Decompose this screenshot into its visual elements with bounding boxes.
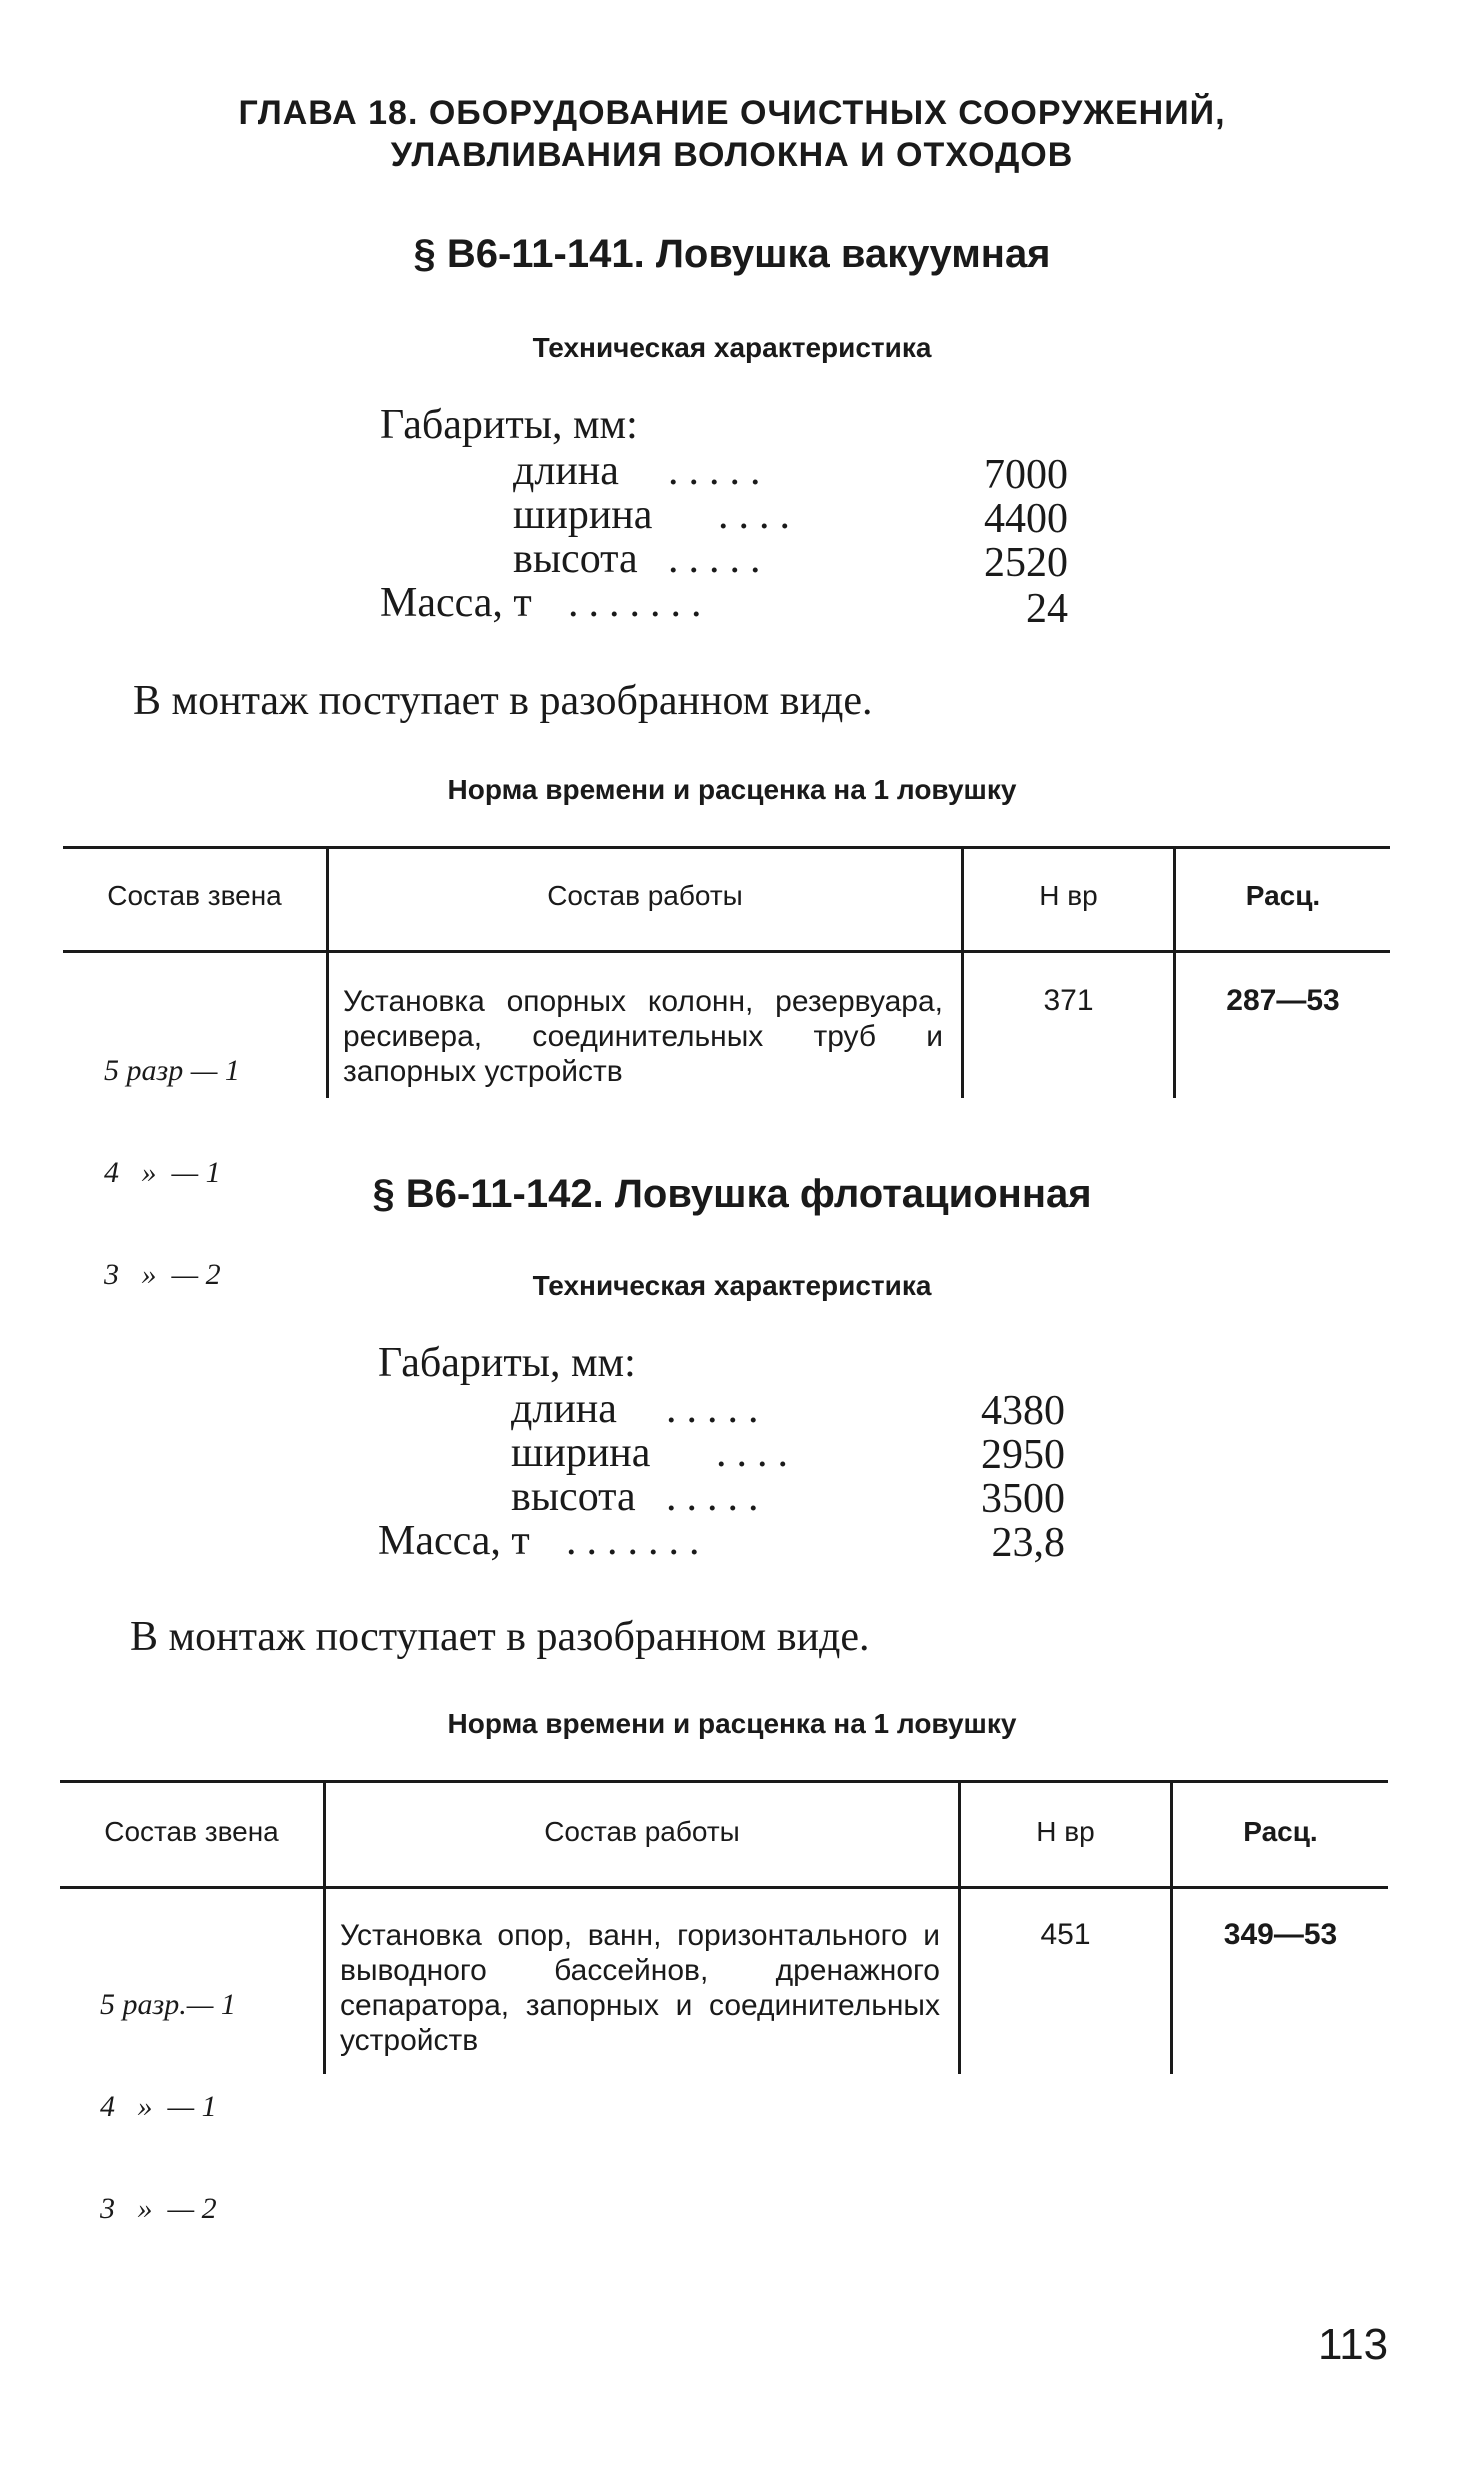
dimensions-label: Габариты, мм: [380,402,638,448]
spec-leader-dots: ..... [668,536,771,582]
chapter-heading [0,92,1464,176]
spec-heading: Техническая характеристика [532,1270,932,1301]
table-header-crew: Состав звена [104,1816,279,1847]
spec-leader-dots: .... [716,1430,798,1476]
mass-value: 23,8 [991,1520,1065,1566]
assembly-note: В монтаж поступает в разобранном виде. [133,678,873,724]
spec-value-width: 2950 [981,1432,1065,1478]
crew-line: 3 » — 2 [104,1258,221,1291]
crew-composition [100,1920,236,2294]
spec-value-length: 7000 [984,452,1068,498]
spec-leader-dots: ..... [666,1386,769,1432]
spec-leader-dots: ....... [566,1518,710,1564]
crew-line: 5 разр.— 1 [100,1988,236,2021]
table-header-work: Состав работы [544,1816,740,1847]
assembly-note: В монтаж поступает в разобранном виде. [130,1614,870,1660]
crew-line: 5 разр — 1 [104,1054,240,1087]
rate-value: 287—53 [1226,984,1340,1017]
table-top-rule [63,846,1390,849]
crew-line: 4 » — 1 [100,2090,217,2123]
spec-label-length: длина [511,1386,617,1432]
mass-label: Масса, т [378,1518,530,1564]
section-title: § В6-11-141. Ловушка вакуумная [413,232,1051,276]
section-title: § В6-11-142. Ловушка флотационная [372,1172,1092,1216]
spec-heading: Техническая характеристика [532,332,932,363]
spec-value-height: 3500 [981,1476,1065,1522]
table-top-rule [60,1780,1388,1783]
spec-leader-dots: ..... [666,1474,769,1520]
table-header-rule [63,950,1390,953]
spec-value-length: 4380 [981,1388,1065,1434]
spec-label-width: ширина [513,492,653,538]
table-header-crew: Состав звена [107,880,282,911]
rate-value: 349—53 [1223,1918,1338,1951]
chapter-heading-line1: ГЛАВА 18. ОБОРУДОВАНИЕ ОЧИСТНЫХ СООРУЖЕНИЙ, [238,94,1226,132]
spec-value-width: 4400 [984,496,1068,542]
time-norm-value: 371 [1043,984,1094,1017]
table-header-hvr: Н вр [1036,1816,1095,1847]
table-header-work: Состав работы [547,880,743,911]
mass-value: 24 [1026,586,1068,632]
norm-heading: Норма времени и расценка на 1 ловушку [447,1708,1017,1739]
table-header-rule [60,1886,1388,1889]
spec-leader-dots: ....... [568,580,712,626]
table-header-rate: Расц. [1245,880,1321,911]
crew-line: 4 » — 1 [104,1156,221,1189]
spec-label-width: ширина [511,1430,651,1476]
spec-label-height: высота [511,1474,636,1520]
spec-leader-dots: ..... [668,448,771,494]
table-header-hvr: Н вр [1039,880,1098,911]
time-norm-value: 451 [1040,1918,1091,1951]
spec-value-height: 2520 [984,540,1068,586]
dimensions-label: Габариты, мм: [378,1340,636,1386]
norm-heading: Норма времени и расценка на 1 ловушку [447,774,1017,805]
work-description: Установка опорных колонн, резервуара, ресивера, соединительных труб и запорных устройств [343,985,943,1088]
mass-label: Масса, т [380,580,532,626]
spec-label-length: длина [513,448,619,494]
spec-leader-dots: .... [718,492,800,538]
table-header-rate: Расц. [1243,1816,1318,1847]
crew-line: 3 » — 2 [100,2192,217,2225]
spec-label-height: высота [513,536,638,582]
chapter-heading-line2: УЛАВЛИВАНИЯ ВОЛОКНА И ОТХОДОВ [390,136,1074,174]
page-number: 113 [1318,2320,1389,2369]
work-description: Установка опор, ванн, горизонтального и выводного бассейнов, дренажного сепаратора, запорных и соединительных устройств [340,1919,940,2057]
